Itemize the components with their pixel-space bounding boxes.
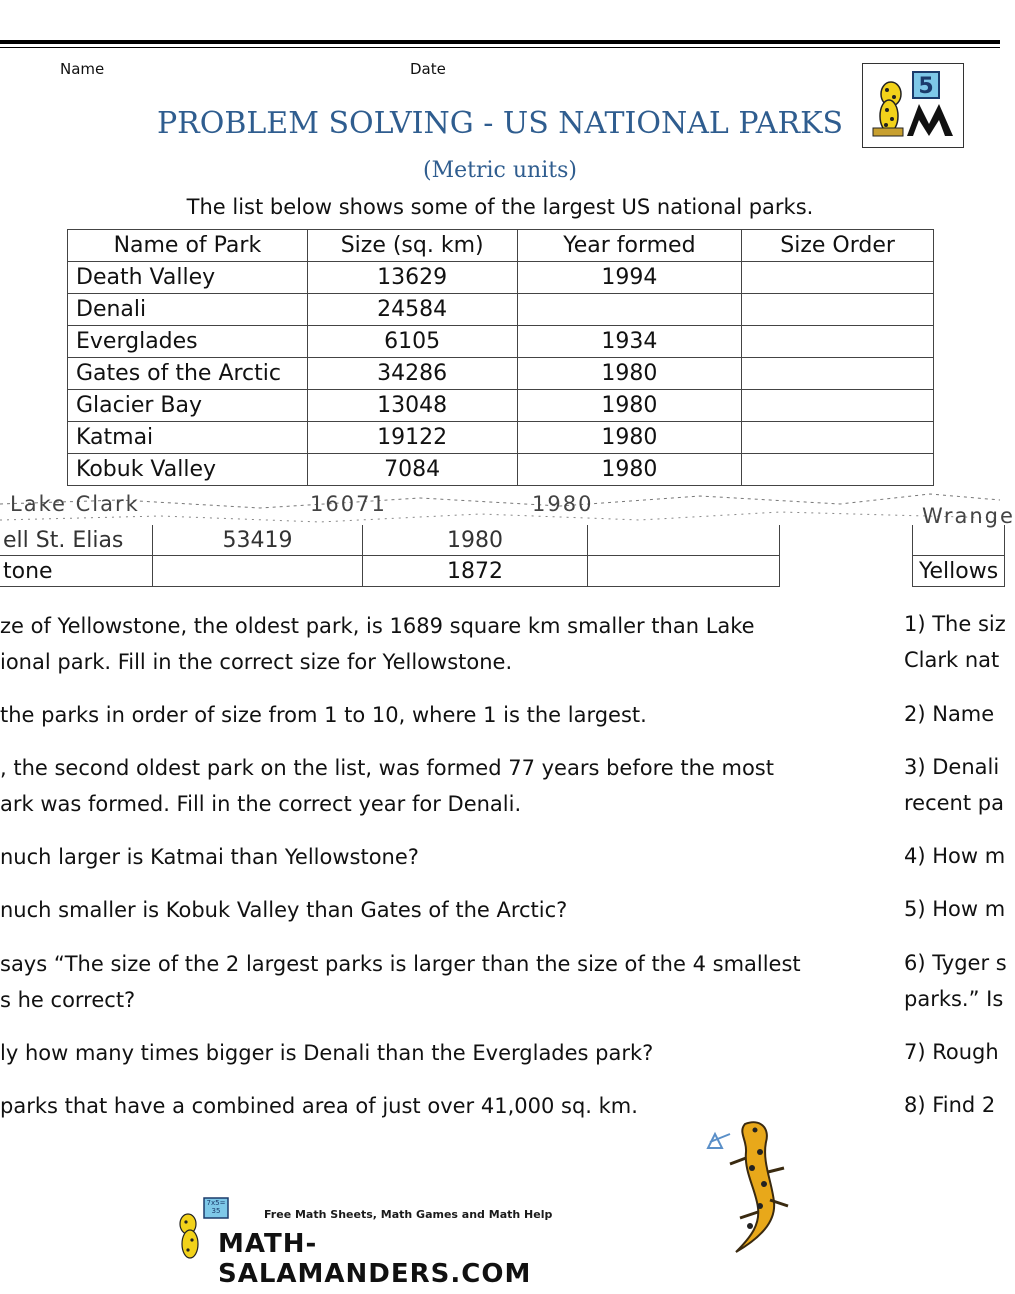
question-3-start: 3) Denali recent pa [904, 755, 1004, 815]
park-name: ell St. Elias [0, 525, 153, 556]
torn-right-name: Wrange [922, 504, 1015, 528]
question-7: ly how many times bigger is Denali than the Everglades park? [0, 1041, 654, 1065]
size-order-cell[interactable] [742, 262, 934, 294]
park-year: 1980 [363, 525, 588, 556]
park-name: Death Valley [68, 262, 308, 294]
park-year: 1980 [517, 390, 742, 422]
table-row [68, 262, 934, 294]
top-rule-thin [0, 47, 1000, 48]
name-label: Name [60, 60, 105, 78]
question-2: the parks in order of size from 1 to 10, where 1 is the largest. [0, 703, 647, 727]
table-row [0, 556, 780, 587]
torn-park-year: 1980 [532, 492, 594, 516]
salamander-icon [700, 1112, 810, 1262]
park-size: 53419 [153, 525, 363, 556]
park-size: 13629 [307, 262, 517, 294]
park-name: Glacier Bay [68, 390, 308, 422]
date-label: Date [410, 60, 446, 78]
park-size: 7084 [307, 454, 517, 486]
footer-mini-badge: 7x5= 35 [206, 1199, 226, 1215]
question-4: nuch larger is Katmai than Yellowstone? [0, 845, 419, 869]
top-rule [0, 40, 1000, 44]
park-name: Kobuk Valley [68, 454, 308, 486]
page-subtitle: (Metric units) [423, 158, 577, 183]
park-year: 1872 [363, 556, 588, 587]
size-order-cell[interactable] [742, 358, 934, 390]
table-row [68, 390, 934, 422]
park-year: 1980 [517, 422, 742, 454]
table-row [68, 454, 934, 486]
col-header: Size Order [742, 230, 934, 262]
park-name: Everglades [68, 326, 308, 358]
park-name [913, 525, 1005, 556]
park-year: 1980 [517, 358, 742, 390]
size-order-cell[interactable] [742, 454, 934, 486]
footer-logo[interactable] [170, 1196, 570, 1289]
question-3: , the second oldest park on the list, was formed 77 years before the most ark was formed. Fill in the correct year for Denali. [0, 756, 774, 816]
park-size: 6105 [307, 326, 517, 358]
size-order-cell[interactable] [742, 326, 934, 358]
park-year: 1980 [517, 454, 742, 486]
table-row [913, 556, 1005, 587]
table-row [68, 294, 934, 326]
size-order-cell[interactable] [588, 556, 780, 587]
park-name: Katmai [68, 422, 308, 454]
question-4-start: 4) How m [904, 844, 1006, 868]
question-1: ze of Yellowstone, the oldest park, is 1689 square km smaller than Lake ional park. Fill in the correct size for Yellowstone. [0, 614, 755, 674]
question-2-start: 2) Name [904, 702, 995, 726]
question-5: nuch smaller is Kobuk Valley than Gates of the Arctic? [0, 898, 568, 922]
size-order-cell[interactable] [742, 390, 934, 422]
footer-site-name: MATH-SALAMANDERS.COM [218, 1229, 532, 1289]
park-year[interactable] [517, 294, 742, 326]
torn-edge-icon [0, 490, 1000, 524]
intro-text: The list below shows some of the largest US national parks. [186, 195, 814, 219]
size-order-cell[interactable] [588, 525, 780, 556]
table-row [913, 525, 1005, 556]
question-8-start: 8) Find 2 [904, 1093, 996, 1117]
park-name: Denali [68, 294, 308, 326]
parks-table [67, 229, 934, 486]
park-size: 24584 [307, 294, 517, 326]
table-row [68, 326, 934, 358]
size-order-cell[interactable] [742, 294, 934, 326]
park-size[interactable] [153, 556, 363, 587]
table-header-row [68, 230, 934, 262]
torn-band [0, 490, 1015, 528]
park-size: 13048 [307, 390, 517, 422]
page-title: PROBLEM SOLVING - US NATIONAL PARKS [156, 106, 844, 141]
park-year: 1994 [517, 262, 742, 294]
shifted-table [0, 525, 780, 587]
torn-park-size: 16071 [310, 492, 387, 516]
park-size: 19122 [307, 422, 517, 454]
question-6-start: 6) Tyger s parks.” Is [904, 951, 1007, 1011]
park-name: Gates of the Arctic [68, 358, 308, 390]
question-6: says “The size of the 2 largest parks is larger than the size of the 4 smallest s he correct? [0, 952, 801, 1012]
col-header: Year formed [517, 230, 742, 262]
park-size: 34286 [307, 358, 517, 390]
park-year: 1934 [517, 326, 742, 358]
question-8: parks that have a combined area of just over 41,000 sq. km. [0, 1094, 638, 1118]
park-name: Yellows [913, 556, 1005, 587]
park-name: tone [0, 556, 153, 587]
question-5-start: 5) How m [904, 897, 1006, 921]
table-row [68, 422, 934, 454]
question-1-start: 1) The siz Clark nat [904, 612, 1006, 672]
table-row [0, 525, 780, 556]
grade-badge: 5 [918, 74, 934, 99]
col-header: Size (sq. km) [307, 230, 517, 262]
torn-park-name: Lake Clark [10, 492, 140, 516]
col-header: Name of Park [68, 230, 308, 262]
question-7-start: 7) Rough [904, 1040, 999, 1064]
right-fragment-table [912, 525, 1005, 587]
footer-tagline: Free Math Sheets, Math Games and Math Help [264, 1208, 553, 1221]
size-order-cell[interactable] [742, 422, 934, 454]
table-row [68, 358, 934, 390]
